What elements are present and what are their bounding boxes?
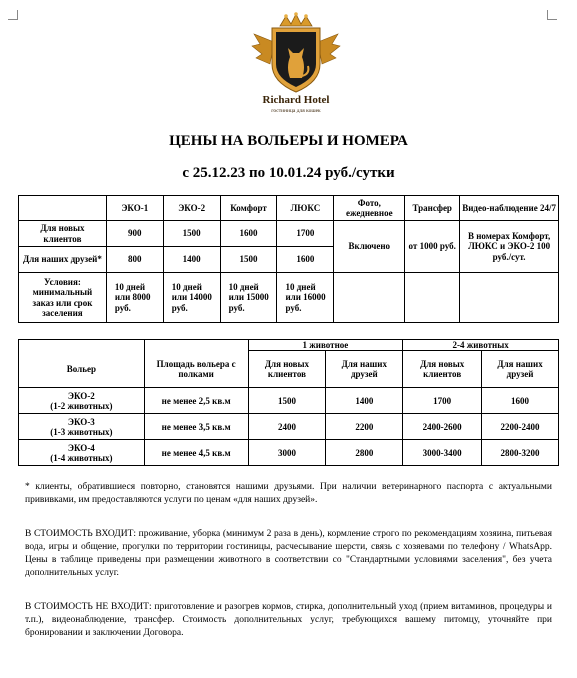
header-video: Видео-наблюдение 24/7 <box>460 196 559 221</box>
cell-value: 3000-3400 <box>403 440 482 466</box>
header-area: Площадь вольера с полками <box>144 351 248 388</box>
cell-value: 2800 <box>326 440 403 466</box>
cell-value: 1600 <box>482 388 559 414</box>
note-included <box>25 528 552 580</box>
header-friends: Для наших друзей <box>482 351 559 388</box>
group-many-animals: 2-4 животных <box>403 340 559 351</box>
row-label-new: Для новых клиентов <box>19 221 107 247</box>
cell-value: 2400-2600 <box>403 414 482 440</box>
cell-value: 2800-3200 <box>482 440 559 466</box>
cell-value: 1500 <box>163 221 220 247</box>
cell-value: 2200-2400 <box>482 414 559 440</box>
header-empty <box>19 340 145 351</box>
header-photo: Фото, ежедневное <box>334 196 405 221</box>
cell-value: 1500 <box>220 247 277 273</box>
cell-value: 800 <box>106 247 163 273</box>
excluded-label: В СТОИМОСТЬ НЕ ВХОДИТ: <box>25 602 152 612</box>
cell-value: 2200 <box>326 414 403 440</box>
note-friends: * клиенты, обратившиеся повторно, становятся нашими друзьями. При наличии ветеринарного паспорта с актуальными прививками, им предоставляются услуги по ценам «для наших друзей». <box>25 482 552 506</box>
cell-value: 3000 <box>248 440 326 466</box>
cell-value: 1500 <box>248 388 326 414</box>
header-empty <box>19 196 107 221</box>
note-excluded <box>25 601 552 640</box>
header-friends: Для наших друзей <box>326 351 403 388</box>
enclosure-name: ЭКО-4 (1-4 животных) <box>19 440 145 466</box>
cell-video: В номерах Комфорт, ЛЮКС и ЭКО-2 100 руб./сут. <box>460 221 559 273</box>
enclosure-area: не менее 2,5 кв.м <box>144 388 248 414</box>
enclosure-name: ЭКО-3 (1-3 животных) <box>19 414 145 440</box>
group-one-animal: 1 животное <box>248 340 403 351</box>
row-label-conditions: Условия: минимальный заказ или срок заселения <box>19 273 107 323</box>
crop-mark-left <box>8 10 18 20</box>
cell-value: 1400 <box>326 388 403 414</box>
cell-value: 1600 <box>277 247 334 273</box>
cell-value: 900 <box>106 221 163 247</box>
header-lux: ЛЮКС <box>277 196 334 221</box>
cell-condition: 10 дней или 14000 руб. <box>163 273 220 323</box>
enclosure-name: ЭКО-2 (1-2 животных) <box>19 388 145 414</box>
header-new-clients: Для новых клиентов <box>248 351 326 388</box>
header-eko2: ЭКО-2 <box>163 196 220 221</box>
excluded-text: приготовление и разогрев кормов, стирка, дополнительный уход (прием витаминов, процедуры и т.п.), видеонаблюдение, трансфер. Стоимость дополнительных услуг, требующихся вашему питомцу, уточняйте при бронировании и заключении Договора. <box>25 602 553 639</box>
logo-name: Richard Hotel <box>262 94 330 106</box>
header-empty <box>144 340 248 351</box>
enclosure-area: не менее 4,5 кв.м <box>144 440 248 466</box>
cell-condition: 10 дней или 15000 руб. <box>220 273 277 323</box>
logo-subtitle: гостиница для кошек <box>271 108 321 114</box>
cell-value: 2400 <box>248 414 326 440</box>
rooms-price-table <box>18 195 559 323</box>
cell-value: 1700 <box>277 221 334 247</box>
header-enclosure: Вольер <box>19 351 145 388</box>
included-text: проживание, уборка (минимум 2 раза в день), кормление строго по рекомендациям хозяина, питьевая вода, игры и общение, прогулки по территории гостиницы, расчесывание шерсти, связь с хозяевами по телефону / WhatsApp. Цены в таблице приведены при размещении животного в соответствии со "Стандартными условиями заселения", без учета дополнительных услуг. <box>25 529 552 579</box>
header-eko1: ЭКО-1 <box>106 196 163 221</box>
hotel-logo <box>246 12 346 117</box>
cell-value: 1700 <box>403 388 482 414</box>
page-period: с 25.12.23 по 10.01.24 руб./сутки <box>182 165 395 181</box>
enclosures-price-table <box>18 339 559 466</box>
cell-condition: 10 дней или 16000 руб. <box>277 273 334 323</box>
cell-transfer: от 1000 руб. <box>405 221 460 273</box>
header-transfer: Трансфер <box>405 196 460 221</box>
cell-photo: Включено <box>334 221 405 273</box>
enclosure-area: не менее 3,5 кв.м <box>144 414 248 440</box>
cell-empty <box>405 273 460 323</box>
crop-mark-right <box>547 10 557 20</box>
cell-value: 1600 <box>220 221 277 247</box>
cell-condition: 10 дней или 8000 руб. <box>106 273 163 323</box>
header-new-clients: Для новых клиентов <box>403 351 482 388</box>
included-label: В СТОИМОСТЬ ВХОДИТ: <box>25 529 137 539</box>
cell-value: 1400 <box>163 247 220 273</box>
cell-empty <box>334 273 405 323</box>
header-comfort: Комфорт <box>220 196 277 221</box>
row-label-friends: Для наших друзей* <box>19 247 107 273</box>
page-title: ЦЕНЫ НА ВОЛЬЕРЫ И НОМЕРА <box>169 133 408 149</box>
cell-empty <box>460 273 559 323</box>
